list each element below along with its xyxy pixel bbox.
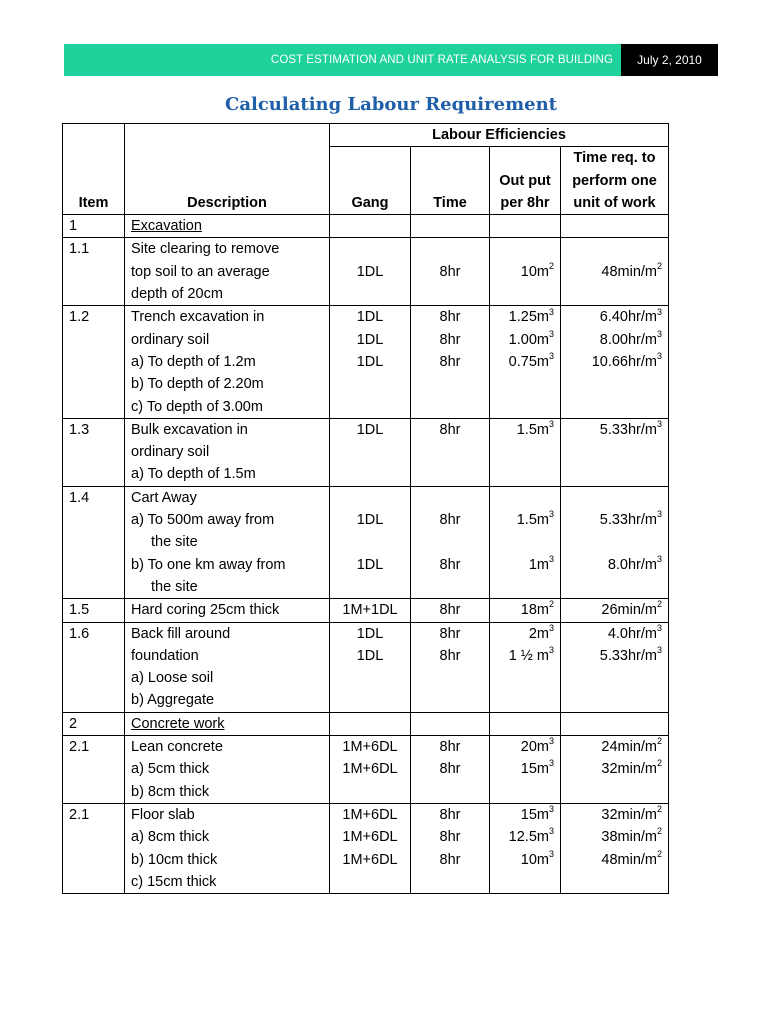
- spacer: [567, 487, 662, 509]
- output-exponent: 3: [548, 328, 554, 339]
- time-required: [567, 554, 662, 576]
- time-value: 8hr: [439, 421, 461, 438]
- spacer: [336, 531, 404, 553]
- time-required: [567, 758, 662, 780]
- time-required-exponent: 2: [657, 260, 663, 271]
- output-value: 15m: [520, 806, 549, 823]
- description-line: top soil to an average: [131, 263, 270, 280]
- time-required: [567, 306, 662, 328]
- output: [496, 509, 554, 531]
- header-output-line1: Out put: [499, 172, 551, 189]
- header-output-line2: per 8hr: [500, 194, 550, 211]
- sub-item-label: a) To 500m away from: [131, 512, 275, 529]
- header-time: Time: [411, 147, 490, 215]
- time-required-value: 10.66hr/m: [591, 353, 657, 370]
- output-exponent: 3: [548, 419, 554, 430]
- time-value: 8hr: [439, 739, 461, 756]
- row-gang: [330, 238, 411, 306]
- gang-value: 1M+1DL: [342, 602, 398, 619]
- time-value: 8hr: [439, 353, 461, 370]
- row-gang: [330, 486, 411, 598]
- gang-value: 1DL: [356, 421, 384, 438]
- sub-item-label: b) To one km away from: [131, 556, 286, 573]
- output-value: 1 ½ m: [508, 647, 549, 664]
- gang-value: 1DL: [356, 353, 384, 370]
- section-row: [63, 712, 669, 735]
- empty-cell: [561, 215, 669, 238]
- time-required-exponent: 2: [657, 758, 663, 769]
- output-value: 10m: [520, 263, 549, 280]
- output-value: 0.75m: [508, 353, 549, 370]
- time-required: [567, 599, 662, 621]
- sub-item-label: a) Loose soil: [131, 670, 214, 687]
- empty-cell: [561, 712, 669, 735]
- time-required: [567, 329, 662, 351]
- time-required-exponent: 3: [657, 351, 663, 362]
- output: [496, 554, 554, 576]
- time-value: 8hr: [439, 761, 461, 778]
- header-date: July 2, 2010: [621, 44, 718, 76]
- sub-item-label: b) To depth of 2.20m: [131, 376, 264, 393]
- header-treq-line3: unit of work: [573, 194, 656, 211]
- output: [496, 645, 554, 667]
- sub-item-label: a) 5cm thick: [131, 761, 210, 778]
- table-row: [63, 622, 669, 712]
- time-required-value: 8.0hr/m: [607, 556, 657, 573]
- time-required-exponent: 3: [657, 509, 663, 520]
- time-required: [567, 826, 662, 848]
- output-exponent: 3: [548, 509, 554, 520]
- output-value: 18m: [520, 602, 549, 619]
- time-required-exponent: 3: [657, 645, 663, 655]
- gang-value: 1M+6DL: [342, 851, 398, 868]
- output-value: 2m: [528, 625, 549, 642]
- row-time: [411, 238, 490, 306]
- time-required-value: 38min/m: [601, 829, 657, 846]
- row-time: [411, 306, 490, 418]
- row-time: [411, 599, 490, 622]
- row-time: [411, 803, 490, 893]
- spacer: [496, 487, 554, 509]
- gang-value: 1M+6DL: [342, 761, 398, 778]
- row-item: 2.1: [63, 736, 125, 804]
- output-exponent: 2: [548, 260, 554, 271]
- empty-cell: [490, 215, 561, 238]
- spacer: [567, 531, 662, 553]
- section-title: [125, 215, 330, 238]
- row-time-required: [561, 736, 669, 804]
- row-output: [490, 486, 561, 598]
- description-line: ordinary soil: [131, 444, 210, 461]
- sub-item-label: c) To depth of 3.00m: [131, 398, 263, 415]
- spacer: [417, 487, 483, 509]
- time-value: 8hr: [439, 829, 461, 846]
- row-item: 1.6: [63, 622, 125, 712]
- spacer: [417, 531, 483, 553]
- time-required: [567, 419, 662, 441]
- sub-item-label: b) 8cm thick: [131, 783, 210, 800]
- row-time-required: [561, 803, 669, 893]
- gang-value: 1DL: [356, 263, 384, 280]
- output: [496, 758, 554, 780]
- table-row: [63, 599, 669, 622]
- row-time-required: [561, 418, 669, 486]
- output-exponent: 3: [548, 758, 554, 769]
- table-row: [63, 306, 669, 418]
- row-output: [490, 599, 561, 622]
- section-item: 2: [63, 712, 125, 735]
- row-description: [125, 803, 330, 893]
- output-value: 1m: [528, 556, 549, 573]
- time-required-exponent: 2: [657, 599, 663, 610]
- time-required: [567, 804, 662, 826]
- time-value: 8hr: [439, 851, 461, 868]
- gang-value: 1DL: [356, 647, 384, 664]
- time-value: 8hr: [439, 806, 461, 823]
- time-required: [567, 849, 662, 871]
- row-gang: [330, 622, 411, 712]
- output-exponent: 3: [548, 306, 554, 317]
- gang-value: 1M+6DL: [342, 806, 398, 823]
- header-treq-line2: perform one: [572, 172, 657, 189]
- row-output: [490, 306, 561, 418]
- time-required-exponent: 3: [657, 419, 663, 430]
- time-required-exponent: 3: [657, 328, 663, 339]
- time-required-value: 26min/m: [601, 602, 657, 619]
- description-line: Cart Away: [131, 489, 197, 506]
- output: [496, 623, 554, 645]
- row-output: [490, 418, 561, 486]
- output: [496, 351, 554, 373]
- table-header-row: [63, 124, 669, 147]
- empty-cell: [490, 712, 561, 735]
- time-value: 8hr: [439, 512, 461, 529]
- header-labour-efficiencies: Labour Efficiencies: [330, 124, 669, 147]
- output-exponent: 3: [548, 826, 554, 837]
- output-exponent: 3: [548, 804, 554, 815]
- time-required-exponent: 2: [657, 826, 663, 837]
- time-required: [567, 736, 662, 758]
- time-required-exponent: 2: [657, 736, 663, 747]
- row-time-required: [561, 622, 669, 712]
- table-row: [63, 238, 669, 306]
- row-description: [125, 418, 330, 486]
- sub-item-label: c) 15cm thick: [131, 873, 217, 890]
- gang-value: 1DL: [356, 309, 384, 326]
- header-gang: Gang: [330, 147, 411, 215]
- time-value: 8hr: [439, 602, 461, 619]
- output-exponent: 2: [548, 599, 554, 610]
- output: [496, 826, 554, 848]
- output-exponent: 3: [548, 351, 554, 362]
- row-time: [411, 736, 490, 804]
- row-output: [490, 238, 561, 306]
- description-line: Site clearing to remove: [131, 241, 280, 258]
- row-time: [411, 622, 490, 712]
- row-item: 1.1: [63, 238, 125, 306]
- gang-value: 1DL: [356, 331, 384, 348]
- gang-value: 1M+6DL: [342, 829, 398, 846]
- output-value: 1.00m: [508, 331, 549, 348]
- output: [496, 419, 554, 441]
- time-required: [567, 351, 662, 373]
- time-value: 8hr: [439, 625, 461, 642]
- table-row: [63, 418, 669, 486]
- section-item: 1: [63, 215, 125, 238]
- header-time-required: [561, 147, 669, 215]
- time-value: 8hr: [439, 309, 461, 326]
- row-time-required: [561, 486, 669, 598]
- empty-cell: [411, 215, 490, 238]
- sub-item-label: a) To depth of 1.5m: [131, 466, 256, 483]
- gang-value: 1DL: [356, 556, 384, 573]
- time-required-value: 5.33hr/m: [599, 647, 657, 664]
- row-description: [125, 599, 330, 622]
- description-line: ordinary soil: [131, 331, 210, 348]
- time-required: [567, 261, 662, 283]
- output-value: 15m: [520, 761, 549, 778]
- row-output: [490, 803, 561, 893]
- output-value: 1.25m: [508, 309, 549, 326]
- time-required-exponent: 2: [657, 804, 663, 815]
- row-item: 1.3: [63, 418, 125, 486]
- row-item: 1.5: [63, 599, 125, 622]
- time-required-value: 48min/m: [601, 851, 657, 868]
- output-value: 10m: [520, 851, 549, 868]
- output: [496, 804, 554, 826]
- output: [496, 306, 554, 328]
- empty-cell: [330, 712, 411, 735]
- row-time-required: [561, 238, 669, 306]
- row-description: [125, 306, 330, 418]
- row-output: [490, 736, 561, 804]
- spacer: [336, 487, 404, 509]
- time-required: [567, 645, 662, 667]
- empty-cell: [330, 215, 411, 238]
- description-line: Floor slab: [131, 806, 195, 823]
- time-required-value: 8.00hr/m: [599, 331, 657, 348]
- row-time-required: [561, 306, 669, 418]
- section-title-text: Excavation: [131, 218, 202, 235]
- time-required-value: 24min/m: [601, 739, 657, 756]
- row-gang: [330, 306, 411, 418]
- output-exponent: 3: [548, 553, 554, 564]
- description-line: Lean concrete: [131, 739, 223, 756]
- description-line: foundation: [131, 647, 199, 664]
- output: [496, 329, 554, 351]
- output-value: 1.5m: [516, 512, 549, 529]
- header-title: COST ESTIMATION AND UNIT RATE ANALYSIS FOR BUILDING: [64, 44, 621, 76]
- time-required-value: 48min/m: [601, 263, 657, 280]
- time-required-value: 5.33hr/m: [599, 512, 657, 529]
- time-required-value: 32min/m: [601, 761, 657, 778]
- time-value: 8hr: [439, 647, 461, 664]
- section-row: [63, 215, 669, 238]
- output: [496, 261, 554, 283]
- description-line: Bulk excavation in: [131, 421, 248, 438]
- page-title: Calculating Labour Requirement: [225, 94, 557, 115]
- output-exponent: 3: [548, 622, 554, 633]
- table-row: [63, 486, 669, 598]
- row-gang: [330, 418, 411, 486]
- row-time: [411, 418, 490, 486]
- section-title: [125, 712, 330, 735]
- row-description: [125, 736, 330, 804]
- header-item: Item: [63, 124, 125, 215]
- empty-cell: [411, 712, 490, 735]
- sub-item-label: b) 10cm thick: [131, 851, 218, 868]
- row-gang: [330, 736, 411, 804]
- header-treq-line1: Time req. to: [573, 150, 656, 167]
- output-exponent: 3: [548, 736, 554, 747]
- table-row: [63, 803, 669, 893]
- time-required-value: 5.33hr/m: [599, 421, 657, 438]
- row-time: [411, 486, 490, 598]
- sub-item-label: a) To depth of 1.2m: [131, 353, 256, 370]
- page-header: [64, 44, 718, 76]
- time-required-exponent: 3: [657, 553, 663, 564]
- row-item: 1.2: [63, 306, 125, 418]
- table-row: [63, 736, 669, 804]
- time-value: 8hr: [439, 556, 461, 573]
- output-value: 12.5m: [508, 829, 549, 846]
- row-time-required: [561, 599, 669, 622]
- header-output: [490, 147, 561, 215]
- time-required-exponent: 3: [657, 306, 663, 317]
- gang-value: 1DL: [356, 625, 384, 642]
- sub-item-label-cont: the site: [151, 534, 198, 551]
- gang-value: 1M+6DL: [342, 739, 398, 756]
- description-line: depth of 20cm: [131, 286, 223, 303]
- row-description: [125, 238, 330, 306]
- time-required-exponent: 3: [657, 622, 663, 633]
- time-required: [567, 623, 662, 645]
- time-value: 8hr: [439, 331, 461, 348]
- sub-item-label: a) 8cm thick: [131, 829, 210, 846]
- section-title-text: Concrete work: [131, 715, 225, 732]
- row-description: [125, 486, 330, 598]
- output-value: 1.5m: [516, 421, 549, 438]
- labour-table: [62, 123, 669, 894]
- gang-value: 1DL: [356, 512, 384, 529]
- output: [496, 599, 554, 621]
- output-value: 20m: [520, 739, 549, 756]
- sub-item-label: b) Aggregate: [131, 692, 215, 709]
- output-exponent: 3: [548, 848, 554, 859]
- time-required-exponent: 2: [657, 848, 663, 859]
- time-required-value: 6.40hr/m: [599, 309, 657, 326]
- time-required-value: 4.0hr/m: [607, 625, 657, 642]
- row-item: 2.1: [63, 803, 125, 893]
- description-line: Trench excavation in: [131, 309, 265, 326]
- description-line: Hard coring 25cm thick: [131, 602, 280, 619]
- time-value: 8hr: [439, 263, 461, 280]
- sub-item-label-cont: the site: [151, 578, 198, 595]
- output: [496, 849, 554, 871]
- row-output: [490, 622, 561, 712]
- time-required-value: 32min/m: [601, 806, 657, 823]
- spacer: [496, 531, 554, 553]
- row-gang: [330, 599, 411, 622]
- row-description: [125, 622, 330, 712]
- row-gang: [330, 803, 411, 893]
- row-item: 1.4: [63, 486, 125, 598]
- output: [496, 736, 554, 758]
- output-exponent: 3: [548, 645, 554, 655]
- description-line: Back fill around: [131, 625, 231, 642]
- time-required: [567, 509, 662, 531]
- header-description: Description: [125, 124, 330, 215]
